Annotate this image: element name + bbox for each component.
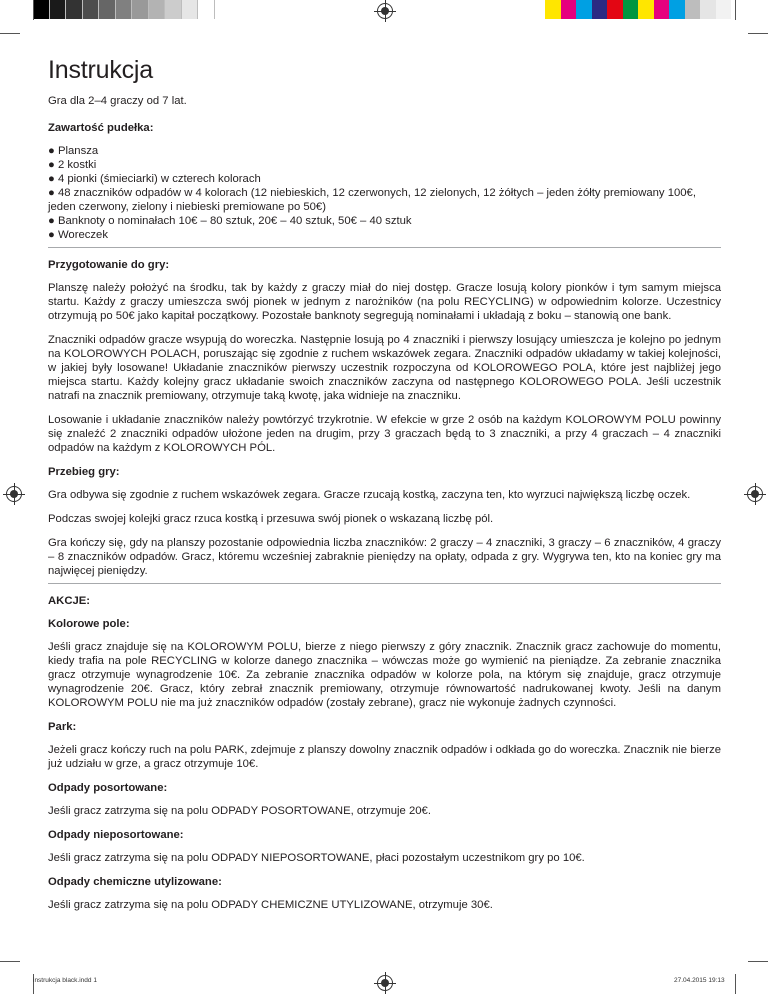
- gray-swatch-8: [149, 0, 166, 19]
- list-item: ● Plansza: [48, 144, 721, 158]
- cmyk-swatch-5: [607, 0, 623, 19]
- cmyk-swatch-4: [592, 0, 608, 19]
- gameplay-paragraph: Gra kończy się, gdy na planszy pozostanie odpowiednia liczba znaczników: 2 graczy – 4 znaczniki, 3 graczy – 6 znaczników, 4 graczy – 8 znaczników odpadów. Gracz, któremu wcześniej zabraknie pieniędzy na opłaty, odpada z gry. Wygrywa ten, kto na koniec gry ma najwięcej pieniędzy.: [48, 537, 721, 577]
- gray-swatch-11: [198, 0, 215, 19]
- gray-swatch-4: [83, 0, 100, 19]
- registration-mark-left: [6, 486, 22, 502]
- cmyk-swatch-9: [669, 0, 685, 19]
- crop-mark: [0, 33, 20, 34]
- gameplay-paragraph: Podczas swojej kolejki gracz rzuca kostką i przesuwa swój pionek o wskazaną liczbę pól.: [48, 513, 494, 525]
- crop-mark: [0, 961, 20, 962]
- unsorted-waste-heading: Odpady nieposortowane:: [48, 829, 184, 841]
- page-title: Instrukcja: [48, 56, 153, 84]
- footer-filename: instrukcja black.indd 1: [33, 977, 97, 984]
- crop-mark: [735, 974, 736, 994]
- park-heading: Park:: [48, 721, 77, 733]
- list-item: ● 48 znaczników odpadów w 4 kolorach (12 niebieskich, 12 czerwonych, 12 zielonych, 12 żółtych – jeden żółty premiowany 100€, jeden czerwony, zielony i niebieski premiowane po 50€): [48, 186, 721, 214]
- actions-heading: AKCJE:: [48, 595, 91, 607]
- cmyk-swatch-11: [700, 0, 716, 19]
- registration-mark-right: [747, 486, 763, 502]
- registration-mark-bottom: [377, 975, 393, 991]
- contents-heading: Zawartość pudełka:: [48, 122, 154, 134]
- sorted-waste-heading: Odpady posortowane:: [48, 782, 168, 794]
- gray-swatch-5: [99, 0, 116, 19]
- cmyk-swatch-10: [685, 0, 701, 19]
- gray-swatch-9: [165, 0, 182, 19]
- list-item: ● 4 pionki (śmieciarki) w czterech kolorach: [48, 172, 721, 186]
- colored-field-text: Jeśli gracz znajduje się na KOLOROWYM POLU, bierze z niego pierwszy z góry znacznik. Znacznik gracz zachowuje do momentu, kiedy trafia na pole RECYCLING w kolorze danego znacznika – wówczas może go wymienić na pieniądze. Za zebranie znacznika gracz otrzymuje wynagrodzenie 10€. Za zebranie znacznika odpadów w kolorze pola, na którym się znajduje, gracz otrzymuje wynagrodzenie 20€. Gracz, który zebrał znacznik premiowany, otrzymuje równowartość nadrukowanej kwoty. Jeśli na danym KOLOROWYM POLU nie ma już znaczników odpadów (zostały zebrane), gracz nie wykonuje żadnych czynności.: [48, 641, 721, 709]
- document-body: [48, 56, 721, 922]
- section-divider: [48, 247, 721, 248]
- sorted-waste-text: Jeśli gracz zatrzyma się na polu ODPADY POSORTOWANE, otrzymuje 20€.: [48, 805, 431, 817]
- setup-paragraph: Planszę należy położyć na środku, tak by każdy z graczy miał do niej dostęp. Gracze losują kolory pionków i tym samym miejsca startu. Każdy z graczy umieszcza swój pionek w jednym z narożników (na polu RECYCLING) w odpowiednim kolorze. Uczestnicy otrzymują po 50€ jako kapitał początkowy. Pozostałe banknoty segregują nominałami i układają z boku – stanowią one bank.: [48, 282, 721, 322]
- setup-heading: Przygotowanie do gry:: [48, 259, 170, 271]
- gray-swatch-2: [50, 0, 67, 19]
- gray-swatch-6: [116, 0, 133, 19]
- chemical-waste-text: Jeśli gracz zatrzyma się na polu ODPADY CHEMICZNE UTYLIZOWANE, otrzymuje 30€.: [48, 899, 493, 911]
- intro-text: Gra dla 2–4 graczy od 7 lat.: [48, 95, 187, 107]
- cmyk-swatch-6: [623, 0, 639, 19]
- list-item: ● Woreczek: [48, 228, 721, 242]
- section-divider: [48, 583, 721, 584]
- crop-mark: [735, 0, 736, 20]
- cmyk-color-bar: [545, 0, 731, 19]
- cmyk-swatch-3: [576, 0, 592, 19]
- list-item: ● 2 kostki: [48, 158, 721, 172]
- contents-list: [48, 144, 721, 242]
- setup-paragraph: Losowanie i układanie znaczników należy powtórzyć trzykrotnie. W efekcie w grze 2 osób na każdym KOLOROWYM POLU powinny się znaleźć 2 znaczniki odpadów ułożone jeden na drugim, przy 3 graczach będą to 3 znaczniki, a przy 4 graczach – 4 znaczniki odpadów na każdym z KOLOROWYCH PÓL.: [48, 414, 721, 454]
- crop-mark: [748, 961, 768, 962]
- gray-swatch-10: [182, 0, 199, 19]
- cmyk-swatch-8: [654, 0, 670, 19]
- footer-timestamp: 27.04.2015 19:13: [674, 977, 725, 984]
- setup-paragraph: Znaczniki odpadów gracze wsypują do woreczka. Następnie losują po 4 znaczniki i pierwszy losujący umieszcza je kolejno po jednym na KOLOROWYCH POLACH, poruszając się zgodnie z ruchem wskazówek zegara. Znaczniki odpadów układamy w takiej kolejności, w jakiej były losowane! Układanie znaczników pierwszy uczestnik rozpoczyna od KOLOROWEGO POLA, które jest najbliżej jego miejsca startu. Każdy kolejny gracz układanie swoich znaczników zaczyna od następnego KOLOROWEGO POLA. Jeśli uczestnik natrafi na znacznik premiowany, otrzymuje taką kwotę, jaka widnieje na znaczniku.: [48, 334, 721, 402]
- gray-swatch-1: [33, 0, 50, 19]
- unsorted-waste-text: Jeśli gracz zatrzyma się na polu ODPADY NIEPOSORTOWANE, płaci pozostałym uczestnikom gry po 10€.: [48, 852, 585, 864]
- list-item: ● Banknoty o nominałach 10€ – 80 sztuk, 20€ – 40 sztuk, 50€ – 40 sztuk: [48, 214, 721, 228]
- chemical-waste-heading: Odpady chemiczne utylizowane:: [48, 876, 222, 888]
- cmyk-swatch-12: [716, 0, 732, 19]
- crop-mark: [33, 0, 34, 20]
- gray-color-bar: [33, 0, 215, 19]
- colored-field-heading: Kolorowe pole:: [48, 618, 130, 630]
- gray-swatch-3: [66, 0, 83, 19]
- gameplay-paragraph: Gra odbywa się zgodnie z ruchem wskazówek zegara. Gracze rzucają kostką, zaczyna ten, kto wyrzuci największą liczbę oczek.: [48, 489, 691, 501]
- gameplay-heading: Przebieg gry:: [48, 466, 120, 478]
- crop-mark: [748, 33, 768, 34]
- cmyk-swatch-7: [638, 0, 654, 19]
- cmyk-swatch-2: [561, 0, 577, 19]
- gray-swatch-7: [132, 0, 149, 19]
- park-text: Jeżeli gracz kończy ruch na polu PARK, zdejmuje z planszy dowolny znacznik odpadów i odkłada go do woreczka. Znacznik nie bierze już udziału w grze, a gracz otrzymuje 10€.: [48, 744, 721, 770]
- cmyk-swatch-1: [545, 0, 561, 19]
- registration-mark-top: [377, 3, 393, 19]
